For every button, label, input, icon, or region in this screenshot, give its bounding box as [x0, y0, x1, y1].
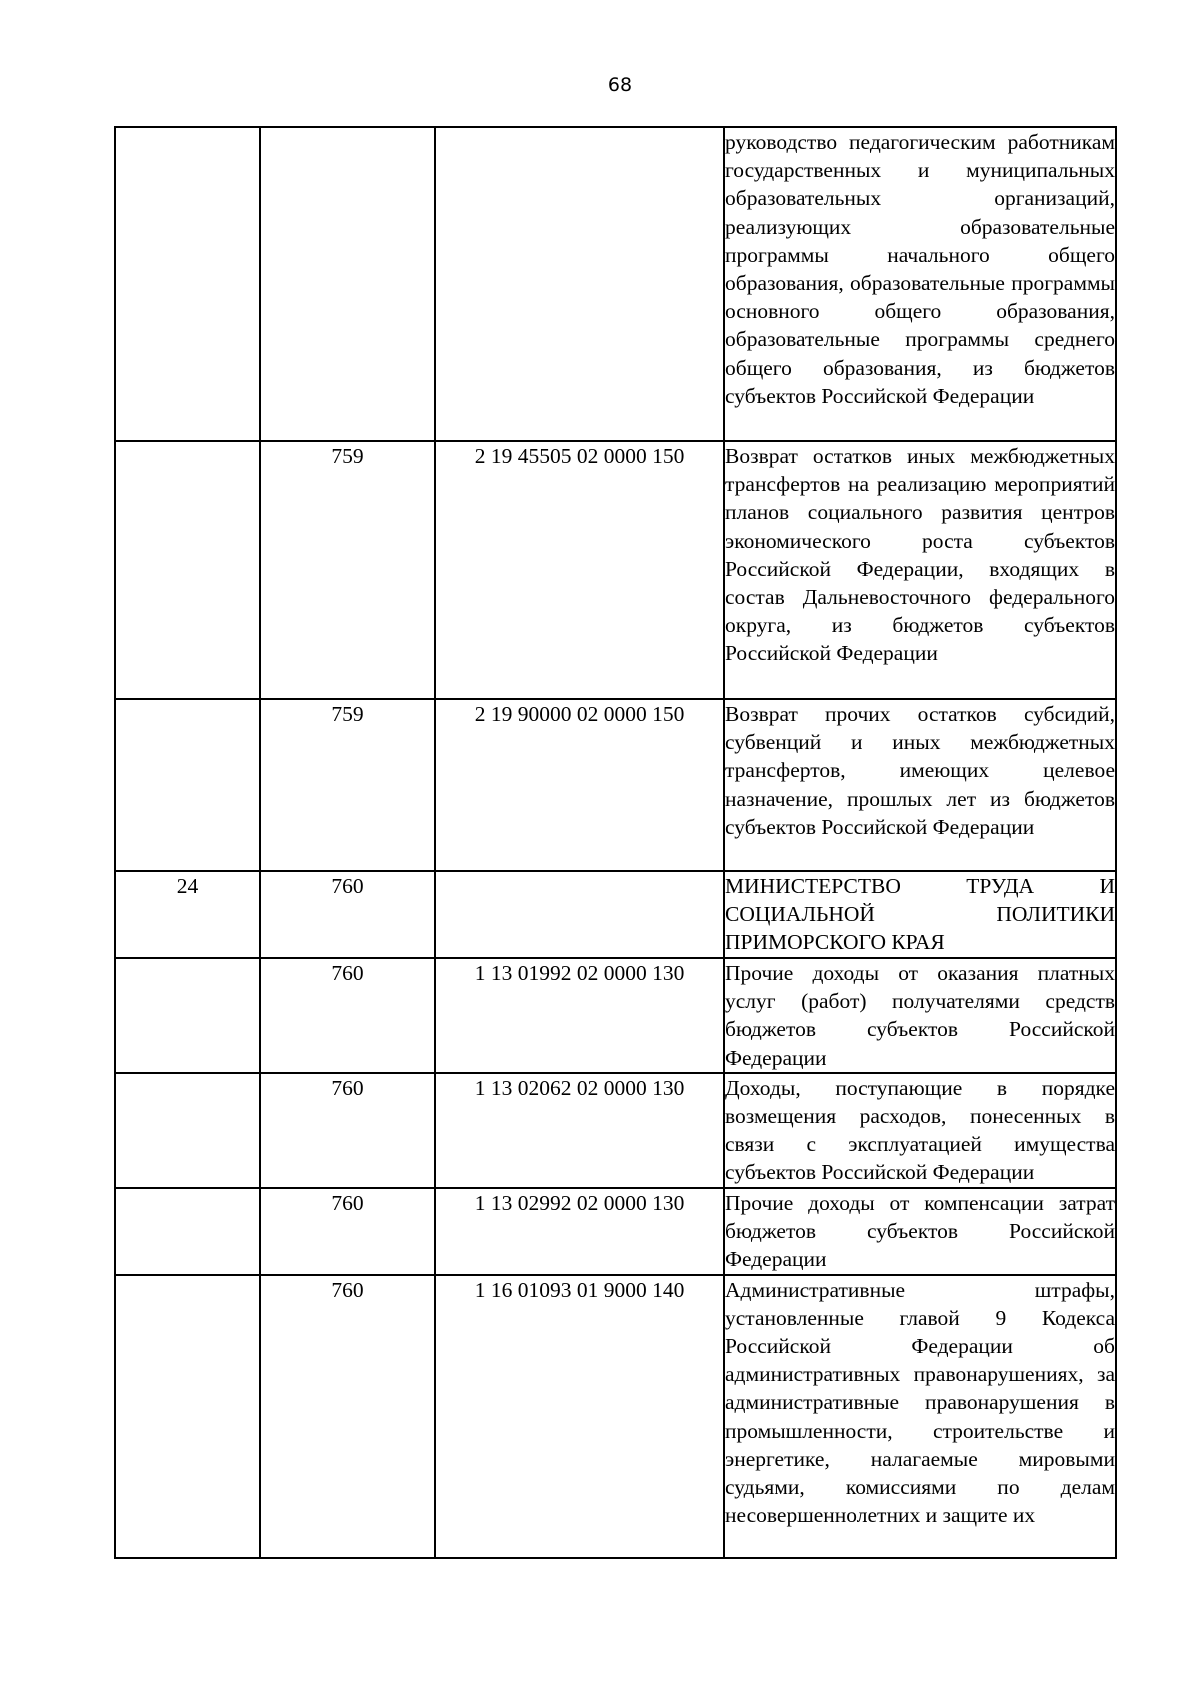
description-cell	[724, 1188, 1116, 1275]
budget-classification-code-cell: 1 13 02062 02 0000 130	[435, 1073, 724, 1188]
description-cell	[724, 1275, 1116, 1558]
description-text: Прочие доходы от оказания платных услуг (работ) получателями средств бюджетов субъектов Российской Федерации	[725, 961, 1115, 1070]
table-row	[115, 127, 1116, 441]
row-number-cell	[115, 441, 260, 699]
administrator-code-cell: 760	[260, 1275, 435, 1558]
description-text: Возврат остатков иных межбюджетных трансфертов на реализацию мероприятий планов социального развития центров экономического роста субъектов Российской Федерации, входящих в состав Дальневосточного федерального округа, из бюджетов субъектов Российской Федерации	[725, 444, 1115, 666]
ministry-heading: МИНИСТЕРСТВО ТРУДА И СОЦИАЛЬНОЙ ПОЛИТИКИ ПРИМОРСКОГО КРАЯ	[725, 874, 1115, 955]
description-text: Прочие доходы от компенсации затрат бюджетов субъектов Российской Федерации	[725, 1190, 1115, 1272]
administrator-code-cell: 760	[260, 1188, 435, 1275]
administrator-code-cell: 760	[260, 871, 435, 958]
table-row	[115, 1275, 1116, 1558]
description-cell	[724, 871, 1116, 958]
description-cell	[724, 441, 1116, 699]
administrator-code-cell: 760	[260, 958, 435, 1073]
revenue-codes-table	[114, 126, 1117, 1559]
table-row	[115, 871, 1116, 958]
administrator-code-cell	[260, 127, 435, 441]
administrator-code-cell: 759	[260, 441, 435, 699]
budget-classification-code-cell: 1 16 01093 01 9000 140	[435, 1275, 724, 1558]
description-cell	[724, 699, 1116, 871]
budget-classification-code-cell: 1 13 02992 02 0000 130	[435, 1188, 724, 1275]
administrator-code-cell: 760	[260, 1073, 435, 1188]
description-text: Возврат прочих остатков субсидий, субвенций и иных межбюджетных трансфертов, имеющих целевое назначение, прошлых лет из бюджетов субъектов Российской Федерации	[725, 702, 1115, 839]
row-number-cell	[115, 1073, 260, 1188]
description-cell	[724, 1073, 1116, 1188]
budget-classification-code-cell: 1 13 01992 02 0000 130	[435, 958, 724, 1073]
description-text: Доходы, поступающие в порядке возмещения расходов, понесенных в связи с эксплуатацией имущества субъектов Российской Федерации	[725, 1075, 1115, 1185]
budget-classification-code-cell: 2 19 90000 02 0000 150	[435, 699, 724, 871]
budget-classification-code-cell	[435, 127, 724, 441]
table-row	[115, 958, 1116, 1073]
description-cell	[724, 127, 1116, 441]
budget-classification-code-cell: 2 19 45505 02 0000 150	[435, 441, 724, 699]
row-number-cell: 24	[115, 871, 260, 958]
administrator-code-cell: 759	[260, 699, 435, 871]
budget-classification-code-cell	[435, 871, 724, 958]
table-row	[115, 699, 1116, 871]
description-text: руководство педагогическим работникам государственных и муниципальных образовательных организаций, реализующих образовательные программы начального общего образования, образовательные программы основного общего образования, образовательные программы среднего общего образования, из бюджетов субъектов Российской Федерации	[725, 130, 1115, 408]
row-number-cell	[115, 958, 260, 1073]
table-row	[115, 441, 1116, 699]
table-row	[115, 1073, 1116, 1188]
page-number: 68	[607, 74, 633, 96]
row-number-cell	[115, 1188, 260, 1275]
row-number-cell	[115, 699, 260, 871]
description-text: Административные штрафы, установленные главой 9 Кодекса Российской Федерации об административных правонарушениях, за административные правонарушения в промышленности, строительстве и энергетике, налагаемые мировыми судьями, комиссиями по делам несовершеннолетних и защите их	[725, 1277, 1115, 1528]
row-number-cell	[115, 127, 260, 441]
description-cell	[724, 958, 1116, 1073]
table-row	[115, 1188, 1116, 1275]
row-number-cell	[115, 1275, 260, 1558]
